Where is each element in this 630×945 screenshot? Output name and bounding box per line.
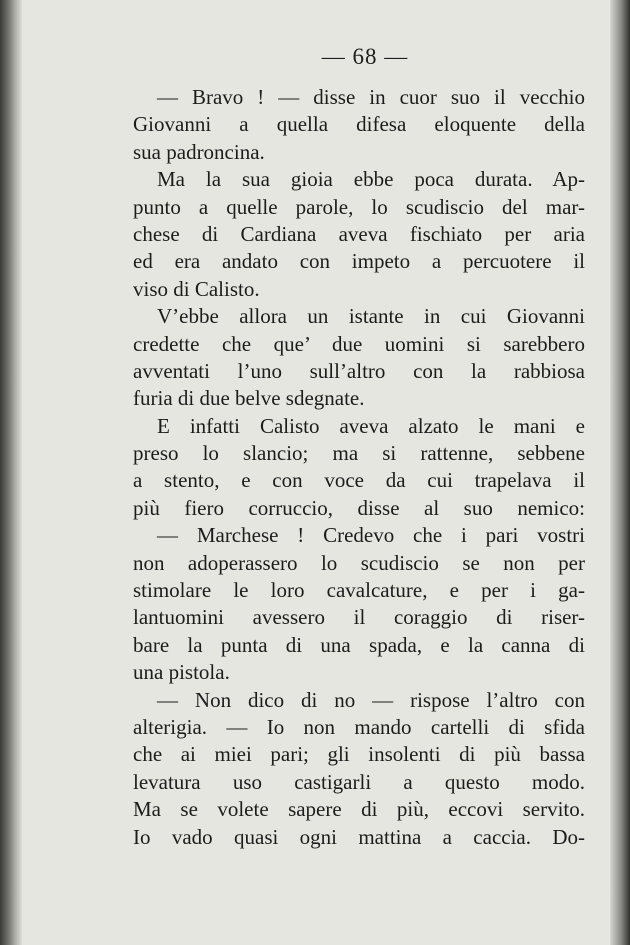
text-line: credette che que’ due uomini si sarebbero (133, 331, 585, 356)
text-line: — Marchese ! Credevo che i pari vostri (157, 523, 585, 548)
text-line: Ma se volete sapere di più, eccovi servito. (133, 797, 585, 822)
text-line: lantuomini avessero il coraggio di riser- (133, 605, 585, 630)
page-edge-shadow (610, 0, 630, 945)
page-number: — 68 — (321, 44, 409, 69)
text-line: levatura uso castigarli a questo modo. (133, 769, 585, 794)
book-spine-shadow (0, 0, 22, 945)
text-line: V’ebbe allora un istante in cui Giovanni (157, 304, 585, 329)
text-line: — Bravo ! — disse in cuor suo il vecchio (157, 85, 585, 109)
text-line: bare la punta di una spada, e la canna di (133, 632, 585, 657)
text-line: avventati l’uno sull’altro con la rabbiosa (133, 358, 585, 383)
text-line: una pistola. (133, 660, 230, 685)
text-line: più fiero corruccio, disse al suo nemico: (133, 495, 585, 520)
text-line: punto a quelle parole, lo scudiscio del mar- (133, 194, 585, 219)
body-text (133, 84, 585, 851)
text-line: ed era andato con impeto a percuotere il (133, 249, 585, 274)
text-line: furia di due belve sdegnate. (133, 386, 365, 411)
text-line: viso di Calisto. (133, 276, 260, 301)
text-line: — Non dico di no — rispose l’altro con (157, 687, 585, 712)
text-line: alterigia. — Io non mando cartelli di sfida (133, 714, 585, 739)
text-line: Ma la sua gioia ebbe poca durata. Ap- (157, 167, 585, 192)
text-line: Io vado quasi ogni mattina a caccia. Do- (133, 824, 585, 849)
text-line: stimolare le loro cavalcature, e per i ga- (133, 578, 585, 603)
text-line: sua padroncina. (133, 139, 265, 164)
text-line: a stento, e con voce da cui trapelava il (133, 468, 585, 493)
text-line: non adoperassero lo scudiscio se non per (133, 550, 585, 575)
text-line: E infatti Calisto aveva alzato le mani e (157, 413, 585, 438)
text-line: preso lo slancio; ma si rattenne, sebbene (133, 441, 585, 466)
text-line: chese di Cardiana aveva fischiato per aria (133, 221, 585, 246)
text-line: Giovanni a quella difesa eloquente della (133, 112, 585, 137)
text-line: che ai miei pari; gli insolenti di più bassa (133, 742, 585, 767)
